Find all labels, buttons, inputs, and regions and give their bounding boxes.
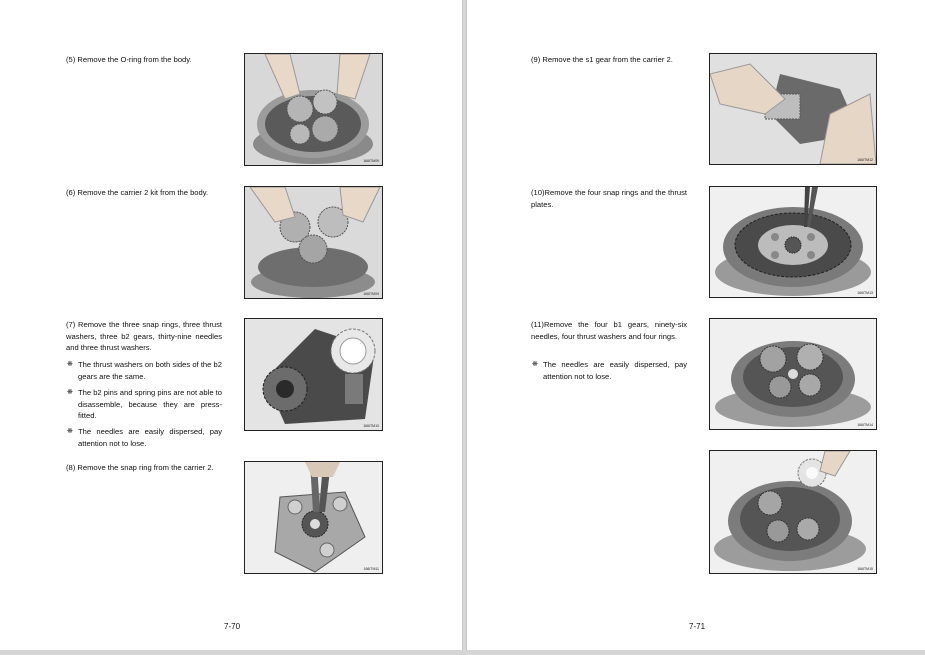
photo-b1-gear-removal (709, 450, 877, 574)
page-number: 7-71 (689, 622, 706, 631)
note-text: The b2 pins and spring pins are not able to disassemble, because they are press-fitted. (78, 388, 222, 420)
b2-gears-illustration (245, 319, 382, 430)
figure-id: 166ITM09 (363, 159, 379, 163)
figure-id: 166ITM09 (363, 292, 379, 296)
figure-id: 166ITM12 (857, 158, 873, 162)
note-mark-icon: ❋ (67, 389, 73, 396)
s1-gear-illustration (710, 54, 876, 164)
right-page (466, 0, 925, 650)
b1-gear-removal-illustration (710, 451, 876, 573)
gear-housing-illustration (245, 54, 382, 165)
figure-id: 166ITM10 (363, 424, 379, 428)
snap-ring-illustration (245, 462, 382, 573)
note-needles (67, 426, 222, 449)
note-needles (532, 359, 687, 382)
figure-id: 166ITM14 (857, 423, 873, 427)
photo-remove-snap-rings-thrust-plates (709, 186, 877, 298)
step-8-text: (8) Remove the snap ring from the carrier 2. (66, 463, 214, 472)
figure-id: 166ITM13 (857, 291, 873, 295)
note-thrust-washers (67, 359, 222, 382)
photo-remove-carrier-2-kit (244, 186, 383, 299)
note-mark-icon: ❋ (67, 361, 73, 368)
thrust-plates-illustration (710, 187, 876, 297)
step-5-text: (5) Remove the O-ring from the body. (66, 55, 192, 64)
photo-remove-o-ring (244, 53, 383, 166)
step-10-text: (10)Remove the four snap rings and the thrust plates. (531, 188, 687, 209)
photo-remove-snap-ring (244, 461, 383, 574)
note-text: The needles are easily dispersed, pay attention not to lose. (543, 360, 687, 381)
figure-id: 166ITM11 (363, 567, 379, 571)
photo-remove-s1-gear (709, 53, 877, 165)
photo-remove-b1-gears (709, 318, 877, 430)
note-b2-pins (67, 387, 222, 422)
note-text: The thrust washers on both sides of the b2 gears are the same. (78, 360, 222, 381)
photo-remove-b2-gears (244, 318, 383, 431)
figure-id: 166ITM15 (857, 567, 873, 571)
step-7-text: (7) Remove the three snap rings, three thrust washers, three b2 gears, thirty-nine needles and three thrust washers. (66, 320, 222, 352)
step-6-text: (6) Remove the carrier 2 kit from the body. (66, 188, 209, 197)
b1-gears-illustration (710, 319, 876, 429)
step-11-text: (11)Remove the four b1 gears, ninety-six needles, four thrust washers and four rings. (531, 320, 687, 341)
step-9-text: (9) Remove the s1 gear from the carrier 2. (531, 55, 673, 64)
note-mark-icon: ❋ (67, 428, 73, 435)
note-mark-icon: ❋ (532, 361, 538, 368)
note-text: The needles are easily dispersed, pay attention not to lose. (78, 427, 222, 448)
carrier-kit-illustration (245, 187, 382, 298)
left-page (0, 0, 463, 650)
page-number: 7-70 (224, 622, 241, 631)
